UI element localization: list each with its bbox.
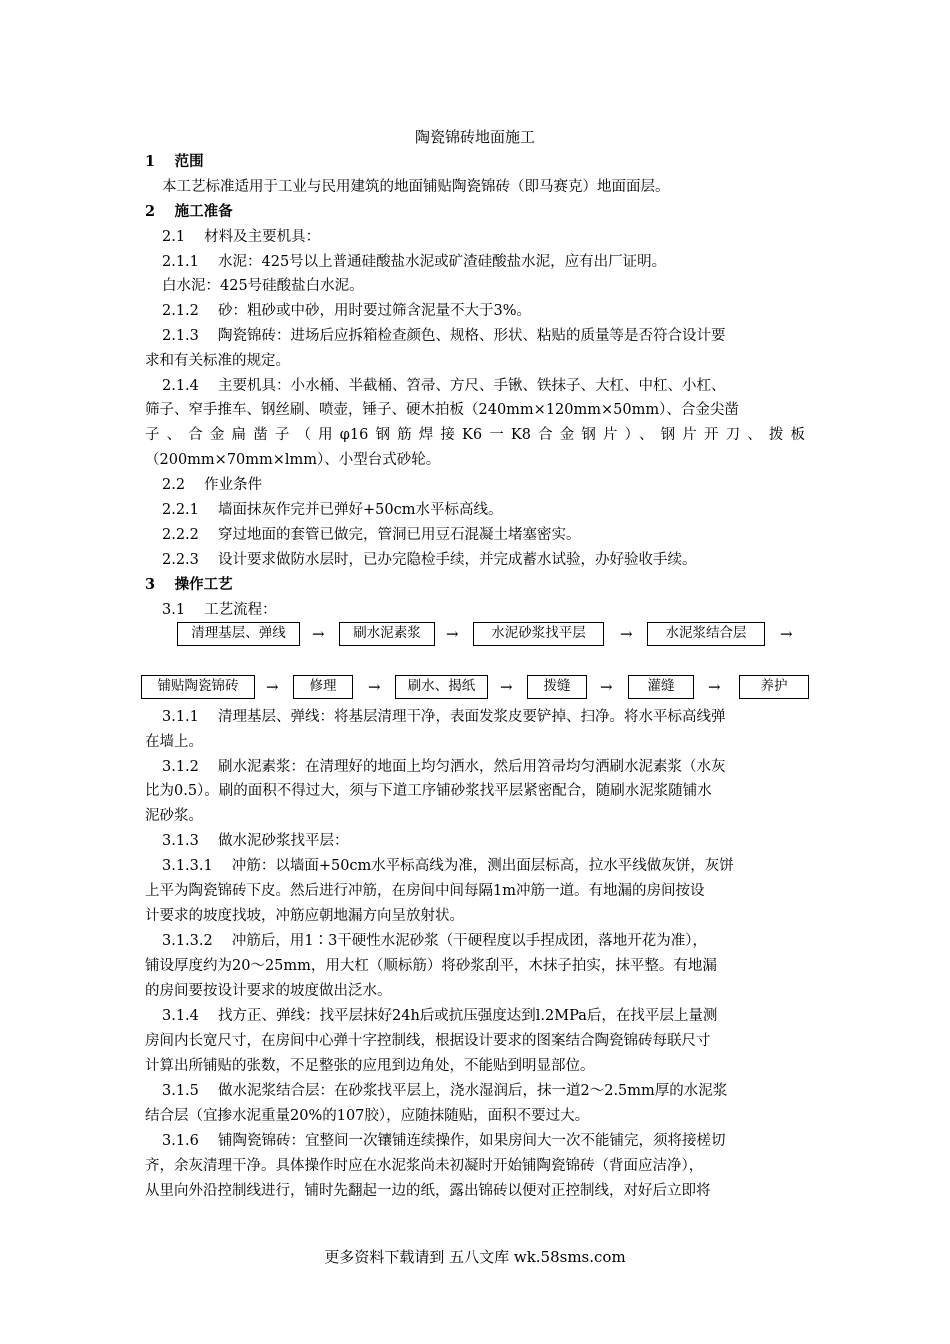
- flow-step-7: 刷水、揭纸: [395, 675, 488, 699]
- flow-step-8: 拨缝: [527, 675, 587, 699]
- paragraph: 2.2.3 设计要求做防水层时，已办完隐检手续，并完成蓄水试验，办好验收手续。: [162, 552, 697, 568]
- flow-step-1: 清理基层、弹线: [177, 622, 300, 646]
- paragraph: 结合层（宜掺水泥重量20%的107胶），应随抹随贴，面积不要过大。: [145, 1108, 590, 1124]
- paragraph: 2.1.1 水泥：425号以上普通硅酸盐水泥或矿渣硅酸盐水泥，应有出厂证明。: [162, 254, 667, 270]
- flow-arrow: →: [266, 678, 279, 696]
- flow-step-2: 刷水泥素浆: [339, 622, 435, 646]
- subsection-heading: 2.2 作业条件: [162, 477, 263, 493]
- paragraph: 2.1.2 砂：粗砂或中砂，用时要过筛含泥量不大于3%。: [162, 303, 532, 319]
- paragraph: 3.1.3.2 冲筋后，用1∶3干硬性水泥砂浆（干硬程度以手捏成团，落地开花为准），: [162, 933, 708, 949]
- flow-step-6: 修理: [293, 675, 353, 699]
- paragraph: 2.1.4 主要机具：小水桶、半截桶、笤帚、方尺、手锹、铁抹子、大杠、中杠、小杠、: [162, 378, 726, 394]
- paragraph: 齐，余灰清理干净。具体操作时应在水泥浆尚未初凝时开始铺陶瓷锦砖（背面应洁净），: [145, 1158, 704, 1174]
- paragraph: 2.2.2 穿过地面的套管已做完，管洞已用豆石混凝土堵塞密实。: [162, 527, 581, 543]
- paragraph: 上平为陶瓷锦砖下皮。然后进行冲筋，在房间中间每隔1m冲筋一道。有地漏的房间按设: [145, 883, 705, 899]
- paragraph: 2.1.3 陶瓷锦砖：进场后应拆箱检查颜色、规格、形状、粘贴的质量等是否符合设计要: [162, 328, 726, 344]
- paragraph: 铺设厚度约为20～25mm，用大杠（顺标筋）将砂浆刮平，木抹子拍实，抹平整。有地漏: [145, 958, 717, 974]
- subsection-heading: 3.1 工艺流程：: [162, 602, 277, 618]
- section-3-heading: 3 操作工艺: [145, 576, 233, 593]
- flow-arrow: →: [312, 625, 325, 643]
- flow-arrow: →: [500, 678, 513, 696]
- paragraph: 的房间要按设计要求的坡度做出泛水。: [145, 983, 392, 999]
- paragraph: 白水泥：425号硅酸盐白水泥。: [162, 278, 364, 294]
- paragraph: 房间内长宽尺寸，在房间中心弹十字控制线，根据设计要求的图案结合陶瓷锦砖每联尺寸: [145, 1033, 711, 1049]
- paragraph: 计算出所铺贴的张数，不足整张的应甩到边角处，不能贴到明显部位。: [145, 1058, 595, 1074]
- flow-arrow: →: [446, 625, 459, 643]
- paragraph: 泥砂浆。: [145, 808, 203, 824]
- flow-step-5: 铺贴陶瓷锦砖: [141, 675, 255, 699]
- page-title: 陶瓷锦砖地面施工: [414, 128, 535, 146]
- paragraph: 从里向外沿控制线进行，铺时先翻起一边的纸，露出锦砖以便对正控制线，对好后立即将: [145, 1183, 711, 1199]
- paragraph: 2.2.1 墙面抹灰作完并已弹好+50cm水平标高线。: [162, 502, 503, 518]
- paragraph: 本工艺标准适用于工业与民用建筑的地面铺贴陶瓷锦砖（即马赛克）地面面层。: [162, 179, 670, 195]
- subsection-heading: 3.1.3 做水泥砂浆找平层：: [162, 833, 349, 849]
- section-1-heading: 1 范围: [145, 153, 204, 170]
- paragraph: 子、合金扁凿子（用φ16钢筋焊接K6一K8合金钢片）、钢片开刀、拨板: [145, 427, 805, 443]
- paragraph: 3.1.2 刷水泥素浆：在清理好的地面上均匀洒水，然后用笤帚均匀洒刷水泥素浆（水灰: [162, 759, 726, 775]
- section-2-heading: 2 施工准备: [145, 203, 233, 220]
- paragraph: 计要求的坡度找坡，冲筋应朝地漏方向呈放射状。: [145, 908, 464, 924]
- paragraph: 筛子、窄手推车、钢丝刷、喷壶，锤子、硬木拍板（240mm×120mm×50mm）、合金尖凿: [145, 402, 739, 418]
- flow-arrow: →: [780, 625, 793, 643]
- footer-link[interactable]: 更多资料下载请到 五八文库 wk.58sms.com: [324, 1248, 626, 1266]
- flow-step-4: 水泥浆结合层: [647, 622, 765, 646]
- paragraph: 3.1.1 清理基层、弹线：将基层清理干净，表面发浆皮要铲掉、扫净。将水平标高线弹: [162, 709, 726, 725]
- paragraph: 3.1.6 铺陶瓷锦砖：宜整间一次镶铺连续操作，如果房间大一次不能铺完，须将接槎切: [162, 1133, 726, 1149]
- flow-arrow: →: [708, 678, 721, 696]
- paragraph: 3.1.5 做水泥浆结合层：在砂浆找平层上，浇水湿润后，抹一道2～2.5mm厚的水泥浆: [162, 1083, 728, 1099]
- flow-step-9: 灌缝: [628, 675, 694, 699]
- paragraph: 在墙上。: [145, 734, 203, 750]
- flow-step-3: 水泥砂浆找平层: [473, 622, 604, 646]
- paragraph: （200mm×70mm×lmm）、小型台式砂轮。: [145, 452, 441, 468]
- flow-step-10: 养护: [739, 675, 809, 699]
- paragraph: 3.1.4 找方正、弹线：找平层抹好24h后或抗压强度达到l.2MPa后，在找平层上量测: [162, 1008, 718, 1024]
- flow-arrow: →: [368, 678, 381, 696]
- subsection-heading: 2.1 材料及主要机具：: [162, 229, 321, 245]
- paragraph: 3.1.3.1 冲筋：以墙面+50cm水平标高线为准，测出面层标高，拉水平线做灰饼，灰饼: [162, 858, 734, 874]
- paragraph: 比为0.5）。刷的面积不得过大，须与下道工序铺砂浆找平层紧密配合，随刷水泥浆随铺水: [145, 783, 712, 799]
- paragraph: 求和有关标准的规定。: [145, 353, 290, 369]
- flow-arrow: →: [620, 625, 633, 643]
- flow-arrow: →: [600, 678, 613, 696]
